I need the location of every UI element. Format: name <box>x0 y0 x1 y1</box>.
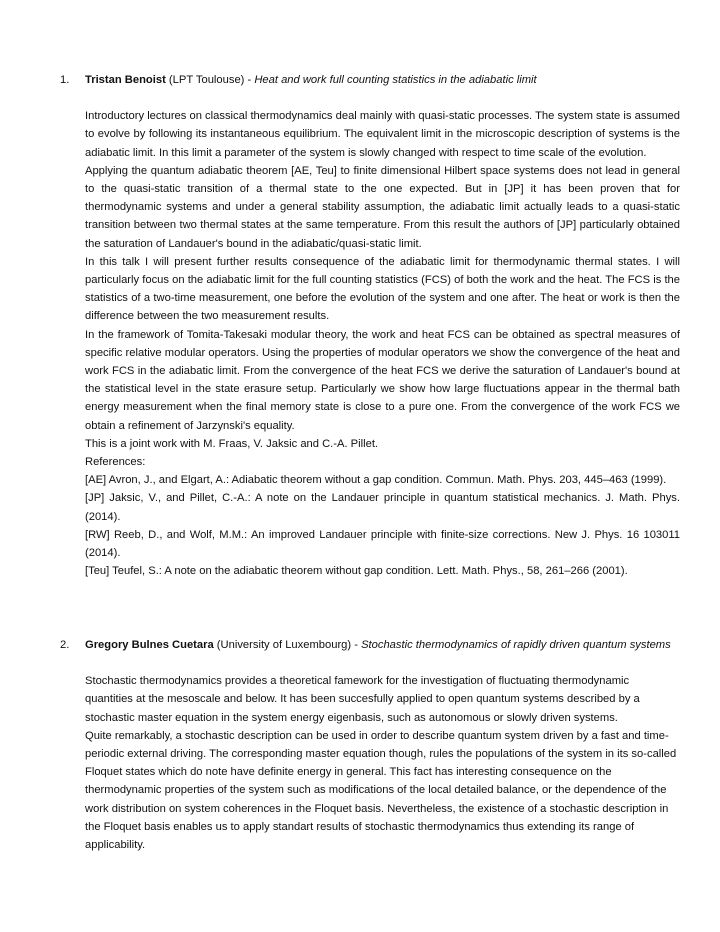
author-name: Tristan Benoist <box>85 74 166 86</box>
reference-entry: [RW] Reeb, D., and Wolf, M.M.: An improved Landauer principle with finite-size corrections. New J. Phys. 16 103011 (2014). <box>85 528 680 560</box>
abstract-item-1 <box>60 71 680 580</box>
abstract-item-2 <box>60 636 680 854</box>
talk-title: Stochastic thermodynamics of rapidly driven quantum systems <box>361 639 671 651</box>
abstract-body <box>60 672 680 854</box>
abstract-paragraph: Introductory lectures on classical thermodynamics deal mainly with quasi-static processes. The system state is assumed to evolve by following its instantaneous equilibrium. The equivalent limit in the microscopic description of systems is the adiabatic limit. In this limit a parameter of the system is slowly changed with respect to time scale of the evolution. <box>85 110 680 159</box>
abstract-paragraph: In this talk I will present further results consequence of the adiabatic limit for thermodynamic thermal states. I will particularly focus on the adiabatic limit for the full counting statistics (FCS) of both the work and the heat. The FCS is the statistics of a two-time measurement, one before the evolution of the system and one after. The heat or work is then the difference between the two measurement results. <box>85 255 680 323</box>
abstract-heading <box>60 636 680 654</box>
abstract-paragraph: Stochastic thermodynamics provides a theoretical famework for the investigation of fluctuating thermodynamic quantities at the mesoscale and below. It has been succesfully applied to open quantum systems described by a stochastic master equation in the system energy eigenbasis, such as autonomous or slowly driven systems. <box>85 675 640 724</box>
abstract-paragraph: Quite remarkably, a stochastic description can be used in order to describe quantum system driven by a fast and time-periodic external driving. The corresponding master equation though, rules the populations of the system in its so-called Floquet states which do note have definite energy in general. This fact has interesting consequence on the thermodynamic properties of the system such as modifications of the local detailed balance, or the dependence of the work distribution on system coherences in the Floquet basis. Nevertheless, the existence of a stochastic description in the Floquet basis enables us to apply standart results of stochastic thermodynamics thus extending its range of applicability. <box>85 729 677 852</box>
reference-entry: [AE] Avron, J., and Elgart, A.: Adiabatic theorem without a gap condition. Commun. Math. Phys. 203, 445–463 (1999). <box>85 474 667 487</box>
affiliation: (University of Luxembourg) - <box>213 639 362 651</box>
abstract-paragraph: In the framework of Tomita-Takesaki modular theory, the work and heat FCS can be obtained as spectral measures of specific relative modular operators. Using the properties of modular operators we show the convergence of the heat and work FCS in the adiabatic limit. From the convergence of the heat FCS we derive the saturation of Landauer's bound at the statistical level in the state erasure setup. Particularly we show how large fluctuations appear in the thermal bath energy measurement when the final memory state is close to a pure one. From the convergence of the work FCS we obtain a refinement of Jarzynski's equality. <box>85 328 680 432</box>
talk-title: Heat and work full counting statistics in the adiabatic limit <box>254 74 537 86</box>
references-heading: References: <box>85 456 146 469</box>
item-number: 1. <box>60 74 70 86</box>
abstract-paragraph: Applying the quantum adiabatic theorem [AE, Teu] to finite dimensional Hilbert space systems does not lead in general to the quasi-static transition of a thermal state to the one expected. But in [JP] it has been proven that for thermodynamic systems and under a general stability assumption, the adiabatic limit actually leads to a quasi-static transition between two thermal states at the same temperature. From this result the authors of [JP] particularly obtained the saturation of Landauer's bound in the adiabatic/quasi-static limit. <box>85 164 680 250</box>
reference-entry: [Teu] Teufel, S.: A note on the adiabatic theorem without gap condition. Lett. Math. Phys., 58, 261–266 (2001). <box>85 565 628 578</box>
abstract-paragraph: This is a joint work with M. Fraas, V. Jaksic and C.-A. Pillet. <box>85 437 379 450</box>
author-name: Gregory Bulnes Cuetara <box>85 639 214 651</box>
item-number: 2. <box>60 639 70 651</box>
abstract-body <box>60 107 680 580</box>
abstract-heading <box>60 71 680 89</box>
reference-entry: [JP] Jaksic, V., and Pillet, C.-A.: A note on the Landauer principle in quantum statistical mechanics. J. Math. Phys. (2014). <box>85 492 680 523</box>
affiliation: (LPT Toulouse) - <box>165 74 255 86</box>
